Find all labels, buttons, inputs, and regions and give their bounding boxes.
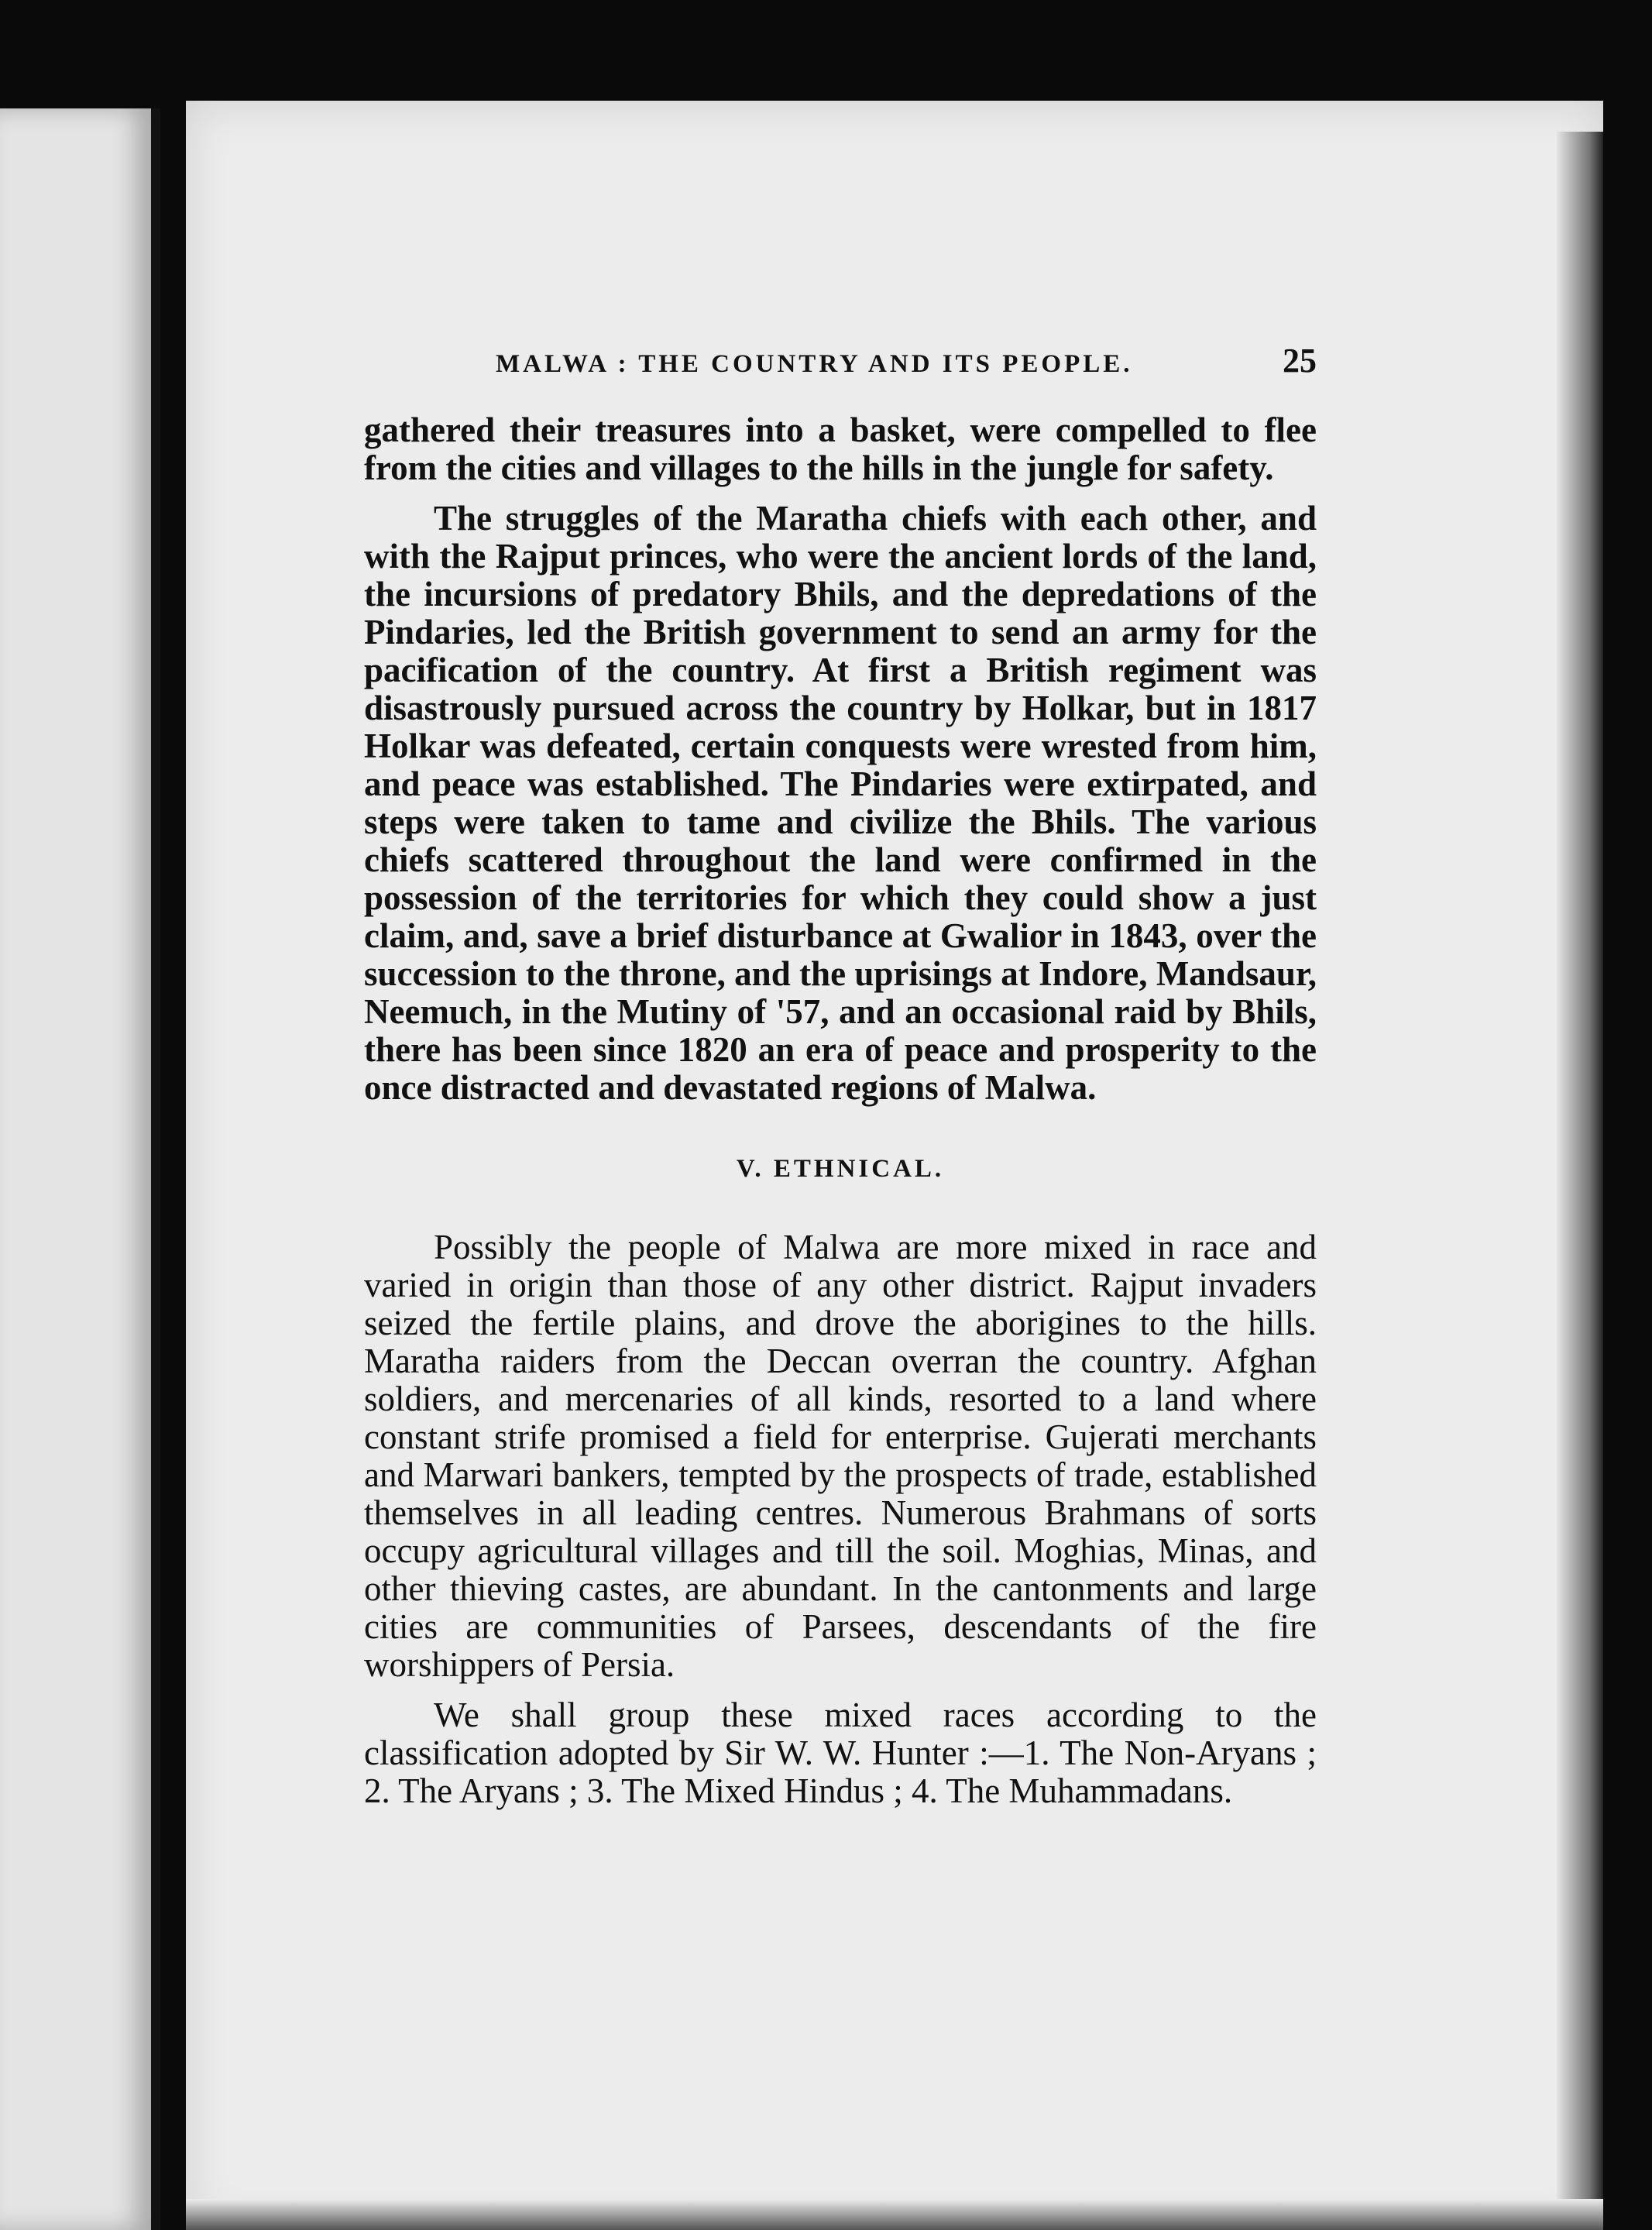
paragraph-maratha-struggles: The struggles of the Maratha chiefs with each other, and with the Rajput princes, who were the ancient lords of the land, the incursions of predatory Bhils, and the depredations of the Pindaries, led the British government to send an army for the pacification of the country. At first a British regiment was disastrously pursued across the country by Holkar, but in 1817 Holkar was defeated, certain conquests were wrested from him, and peace was established. The Pindaries were extirpated, and steps were taken to tame and civilize the Bhils. The various chiefs scattered throughout the land were confirmed in the possession of the territories for which they could show a just claim, and, save a brief disturbance at Gwalior in 1843, over the succession to the throne, and the uprisings at Indore, Mandsaur, Neemuch, in the Mutiny of '57, and an occasional raid by Bhils, there has been since 1820 an era of peace and prosperity to the once distracted and devastated regions of Malwa. xyxy=(364,499,1317,1107)
page-edge-shadow xyxy=(1557,132,1603,2223)
page-number: 25 xyxy=(1283,342,1317,380)
top-section xyxy=(364,411,1317,1107)
running-head-title: MALWA : THE COUNTRY AND ITS PEOPLE. xyxy=(496,350,1133,378)
paragraph-classification: We shall group these mixed races according to the classification adopted by Sir W. W. Hunter :—1. The Non-Aryans ; 2. The Aryans ; 3. The Mixed Hindus ; 4. The Muhammadans. xyxy=(364,1696,1317,1810)
facing-page-edge xyxy=(0,108,160,2230)
paragraph-mixed-people: Possibly the people of Malwa are more mixed in race and varied in origin than those of any other district. Rajput invaders seized the fertile plains, and drove the aborigines to the hills. Maratha raiders from the Deccan overran the country. Afghan soldiers, and mercenaries of all kinds, resorted to a land where constant strife promised a field for enterprise. Gujerati merchants and Marwari bankers, tempted by the prospects of trade, established themselves in all leading centres. Numerous Brahmans of sorts occupy agricultural villages and till the soil. Moghias, Minas, and other thieving castes, are abundant. In the cantonments and large cities are communities of Parsees, descendants of the fire worshippers of Persia. xyxy=(364,1228,1317,1684)
page-text-block xyxy=(364,341,1317,1810)
running-head xyxy=(496,341,1317,380)
page-bottom-edge xyxy=(186,2199,1603,2230)
section-heading-ethnical: V. ETHNICAL. xyxy=(736,1155,945,1183)
ethnical-section xyxy=(364,1228,1317,1810)
paragraph-continuation: gathered their treasures into a basket, were compelled to flee from the cities and villages to the hills in the jungle for safety. xyxy=(364,411,1317,487)
